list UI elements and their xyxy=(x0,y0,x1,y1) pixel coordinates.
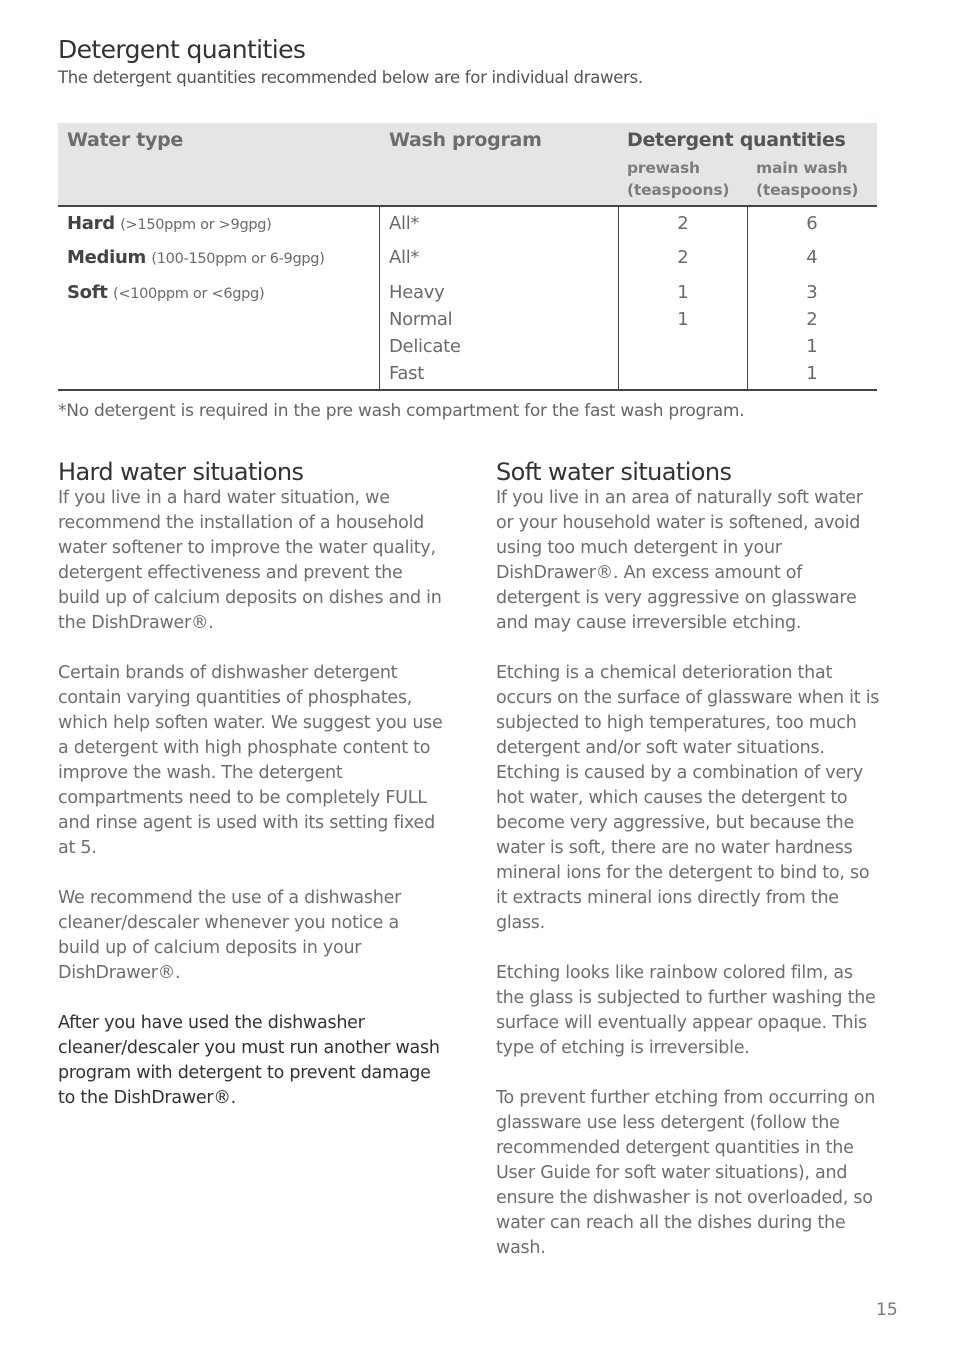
table-footnote: *No detergent is required in the pre wash compartment for the fast wash program. xyxy=(58,401,745,421)
table-row-hard-main: 6 xyxy=(806,213,818,234)
header-wash-program: Wash program xyxy=(389,129,542,151)
column-divider xyxy=(747,207,748,389)
soft-water-paragraph: Etching is a chemical deterioration that occurs on the surface of glassware when it is subjected to high temperatures, too much detergent and/or soft water situations. Etching is caused by a combination of very hot water, which causes the detergent to become very aggressive, but because the water is soft, there are no water hardness mineral ions for the detergent to bind to, so it extracts mineral ions directly from the glass. xyxy=(496,663,880,933)
hard-water-paragraph: Certain brands of dishwasher detergent contain varying quantities of phosphates, which help soften water. We suggest you use a detergent with high phosphate content to improve the wash. The detergent compartments need to be completely FULL and rinse agent is used with its setting fixed at 5. xyxy=(58,663,443,858)
soft-water-paragraph: To prevent further etching from occurring on glassware use less detergent (follow the recommended detergent quantities in the User Guide for soft water situations), and ensure the dishwasher is not overloaded, so water can reach all the dishes during the wash. xyxy=(496,1088,876,1258)
hard-water-paragraph: If you live in a hard water situation, we recommend the installation of a household water softener to improve the water quality, detergent effectiveness and prevent the build up of calcium deposits on dishes and in the DishDrawer®. xyxy=(58,488,442,633)
page-title: Detergent quantities xyxy=(58,35,306,64)
detergent-table xyxy=(58,123,877,391)
header-water-type: Water type xyxy=(67,129,184,151)
table-row-soft-type: Soft (<100ppm or <6gpg) xyxy=(67,282,265,303)
header-prewash: prewash (teaspoons) xyxy=(627,159,730,199)
table-row-soft-program: Fast xyxy=(389,363,424,384)
table-row-hard-prewash: 2 xyxy=(677,213,689,234)
table-row-hard-type: Hard (>150ppm or >9gpg) xyxy=(67,213,272,234)
table-row-medium-type: Medium (100-150ppm or 6-9gpg) xyxy=(67,247,325,268)
table-row-soft-program: Heavy xyxy=(389,282,445,303)
soft-water-section xyxy=(496,458,880,1286)
soft-water-heading: Soft water situations xyxy=(496,458,732,486)
hard-water-section xyxy=(58,458,443,1136)
table-row-soft-prewash: 1 xyxy=(677,282,689,303)
page-number: 15 xyxy=(876,1300,898,1320)
table-row-medium-program: All* xyxy=(389,247,420,268)
table-row-soft-prewash: 1 xyxy=(677,309,689,330)
table-row-hard-program: All* xyxy=(389,213,420,234)
hard-water-warning: After you have used the dishwasher cleaner/descaler you must run another wash program with detergent to prevent damage to the DishDrawer®. xyxy=(58,1013,440,1108)
table-row-soft-main: 3 xyxy=(806,282,818,303)
table-row-soft-program: Delicate xyxy=(389,336,461,357)
table-row-soft-main: 1 xyxy=(806,336,818,357)
intro-text: The detergent quantities recommended below are for individual drawers. xyxy=(58,68,643,87)
column-divider xyxy=(618,207,619,389)
hard-water-paragraph: We recommend the use of a dishwasher cleaner/descaler whenever you notice a build up of calcium deposits in your DishDrawer®. xyxy=(58,888,402,983)
column-divider xyxy=(379,207,380,389)
soft-water-paragraph: If you live in an area of naturally soft water or your household water is softened, avoid using too much detergent in your DishDrawer®. An excess amount of detergent is very aggressive on glassware and may cause irreversible etching. xyxy=(496,488,863,633)
table-header xyxy=(58,123,877,207)
header-detergent-quantities: Detergent quantities xyxy=(627,129,846,151)
table-bottom-rule xyxy=(58,389,877,391)
hard-water-heading: Hard water situations xyxy=(58,458,304,486)
table-row-soft-program: Normal xyxy=(389,309,453,330)
table-row-soft-main: 1 xyxy=(806,363,818,384)
soft-water-paragraph: Etching looks like rainbow colored film, as the glass is subjected to further washing the surface will eventually appear opaque. This type of etching is irreversible. xyxy=(496,963,876,1058)
header-main-wash: main wash (teaspoons) xyxy=(756,159,859,199)
table-row-medium-main: 4 xyxy=(806,247,818,268)
table-row-medium-prewash: 2 xyxy=(677,247,689,268)
table-row-soft-main: 2 xyxy=(806,309,818,330)
